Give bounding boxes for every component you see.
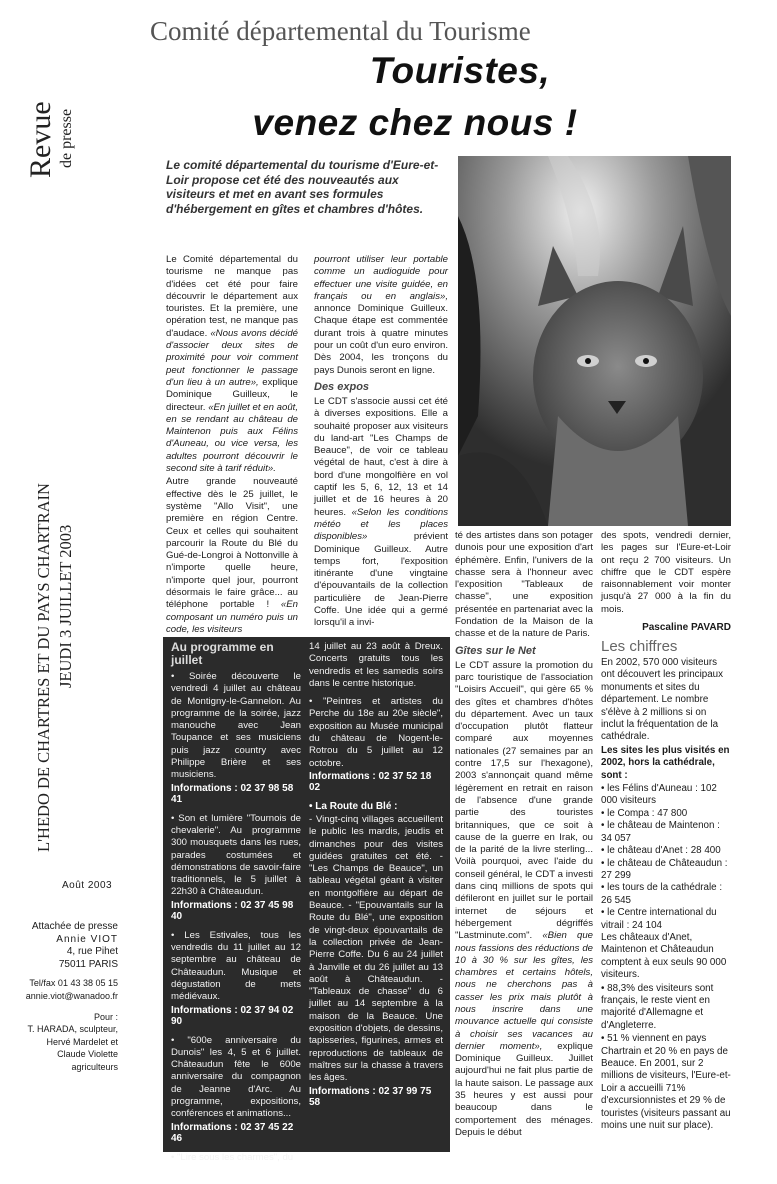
programme-entry: • Soirée découverte le vendredi 4 juillet au château de Montigny-le-Gannelon. Au programme de la soirée, jazz manouche avec Jean Toupance et ses musiciens puis jazz country avec Philippe Brière et ses musiciens. (171, 671, 301, 781)
list-item: • les Félins d'Auneau : 102 000 visiteurs (601, 783, 717, 807)
headline-line-1: Touristes, (369, 50, 551, 91)
lynx-photo-image (458, 156, 731, 526)
org-header: Comité départemental du Tourisme (150, 16, 531, 46)
article-column-1 (166, 254, 298, 637)
contact-name: Annie VIOT (56, 933, 118, 945)
article-column-3 (455, 530, 593, 1140)
lynx-photo (458, 156, 731, 526)
contact-phone: Tel/fax 01 43 38 05 15 (29, 978, 118, 989)
subheading-gites-sur-le-net: Gîtes sur le Net (455, 644, 536, 657)
col3-paragraph-2: Le CDT assure la promotion du parc touristique de l'association "Loisirs Accueil", qui gère 65 % des gîtes et chambres d'hôtes du département. Avec un taux d'occupation plutôt flatteur comparé aux moyennes nationales (27 semaines par an contre 17,5 sur l'hexagone), 2003 s'annonçait quand même légèrement en retrait en raison de l'absence d'une grande partie des touristes britanniques, que ce soit à cause de la guerre en Irak, ou de la parité de la livre sterling... Voilà pourquoi, avec l'aide du conseil général, le CDT a investi dans cinq millions de spots qui défileront en juillet sur le portail internet de séjours et hébergement dégriffés "Lastminute.com". «Bien que nous fassions des réductions de 10 à 30 % sur les gîtes, les chambres et certains hôtels, nous ne cherchons pas à casser les prix mais plutôt à nous inscrire dans une mouvance actuelle qui consiste à choisir ses vacances au dernier moment», explique Dominique Guilleux. Juillet aujourd'hui ne fait plus partie de la haute saison. Le passage aux 35 heures y est aussi pour beaucoup dans le comportement des ménages. Depuis le début (455, 659, 594, 1138)
programme-column-right (309, 641, 443, 1116)
col2-paragraph-1: pourront utiliser leur portable comme un audioguide pour effectuer une visite guidée, en français ou en anglais», annonce Dominique Guilleux. Chaque étape est commentée durant trois à quatre minutes pour un coût d'un euro environ. Dès 2004, les tronçons du pays Dunois seront en ligne. (314, 254, 448, 376)
programme-column-left (171, 671, 301, 1165)
pour-line-4: agriculteurs (71, 1061, 118, 1072)
programme-subhead-route-du-ble: • La Route du Blé : (309, 800, 398, 812)
chiffres-paragraph-2: Les sites les plus visités en 2002, hors la cathédrale, sont : (601, 744, 730, 781)
programme-info: Informations : 02 37 45 22 46 (171, 1121, 294, 1144)
contact-email: annie.viot@wanadoo.fr (25, 990, 118, 1001)
programme-entry: • "Peintres et artistes du Perche du 18e au 20e siècle", exposition au Musée municipal du château de Nogent-le-Rotrou du 5 juillet au 12 octobre. (309, 696, 443, 769)
press-contact (10, 921, 118, 1074)
chiffres-list (601, 783, 731, 932)
programme-entry: - Vingt-cinq villages accueillent le public les mardis, jeudis et dimanches pour des visites guidées gratuites cet été. - "Les Champs de Beauce", un tableau végétal géant à visiter en montgolfière au départ de Beauce. - "Epouvantails sur la Route du Blé", une exposition de vingt-deux épouvantails de la collection privée de Jean-Pierre Coffe. Du 6 au 24 juillet à Janville et du 26 juillet au 13 août à Châteaudun. - "Tableaux de chasse" du 6 juillet au 14 septembre à la maison de la Beauce. Une exposition d'objets, de dessins, tapisseries, figurines, armes et reproductions de tableaux de maîtres sur la chasse à travers les âges. (309, 813, 443, 1084)
col2-paragraph-2: Le CDT s'associe aussi cet été à diverses expositions. Elle a souhaité proposer aux visiteurs du land-art "Les Champs de Beauce", de voir ce tableau végétal de haut, c'est à dire à bord d'une mongolfière en vol captif les 5, 6, 12, 13 et 14 juillet et de 16 heures à 20 heures. «Selon les conditions météo et les places disponibles» prévient Dominique Guilleux. Autre temps fort, l'exposition itinérante d'une vingtaine d'épouvantails de la collection particulière de Jean-Pierre Coffe. Une idée qui a germé lorsqu'il a invi- (314, 395, 449, 629)
chiffres-paragraph-3: Les châteaux d'Anet, Maintenon et Châteaudun comptent à eux seuls 90 000 visiteurs. (601, 931, 727, 981)
programme-entry: • Les Estivales, tous les vendredis du 11 juillet au 12 septembre au château de Châteaudun. Musique et dégustation de mets médiévaux. (171, 929, 301, 1003)
pour-line-2: Hervé Mardelet et (46, 1036, 118, 1047)
programme-info: Informations : 02 37 99 75 58 (309, 1085, 432, 1108)
revue-label: Revue (24, 101, 57, 178)
programme-entry: • Son et lumière "Tournois de chevalerie". Au programme 300 mousquets dans les rues, parades costumées et démonstrations de savoir-faire traditionnels, le 5 juillet à 22h30 à Châteaudun. (171, 812, 301, 898)
list-item: • les tours de la cathédrale : 26 545 (601, 882, 723, 906)
col1-paragraph-1: Le Comité départemental du tourisme ne manque pas d'idées cet été pour faire découvrir le département aux touristes. Et la première, une opération test, ne manque pas d'audace. «Nous avons décidé d'associer deux sites de proximité pour voir comment peut fonctionner le passage d'un lieu à un autre», explique Dominique Guilleux, le directeur. «En juillet et en août, en se rendant au château de Maintenon puis aux Félins d'Auneau, ou vice versa, les adultes pourront découvrir le second site à tarif réduit». (166, 254, 299, 475)
article-column-4 (601, 530, 731, 633)
chiffres-box (601, 638, 731, 1133)
list-item: • le Centre international du vitrail : 24 104 (601, 907, 717, 931)
article-column-2 (314, 254, 448, 631)
pour-label: Pour : (93, 1011, 118, 1022)
subheading-des-expos: Des expos (314, 380, 370, 393)
pour-line-1: T. HARADA, sculpteur, (27, 1024, 118, 1035)
col3-paragraph-1: té des artistes dans son potager dunois pour une exposition d'art éphémère. Enfin, l'univers de la chasse sera à l'honneur avec l'exposition "Tableaux de chasse", une exposition présentée en partenariat avec la Fondation de la Maison de la chasse et de la nature de Paris. (455, 530, 593, 640)
pour-line-3: Claude Violette (57, 1049, 118, 1060)
author-signature: Pascaline PAVARD (642, 622, 731, 634)
contact-city: 75011 PARIS (58, 958, 118, 970)
de-presse-label: de presse (58, 108, 75, 168)
programme-info: Informations : 02 37 45 98 40 (171, 899, 294, 922)
month-label: Août 2003 (62, 880, 113, 891)
list-item: • le château de Maintenon : 34 057 (601, 820, 720, 844)
programme-info: Informations : 02 37 94 02 90 (171, 1004, 294, 1027)
article-lead: Le comité départemental du tourisme d'Eure-et-Loir propose cet été des nouveautés aux visiteurs et met en avant ses formules d'hébergement en gîtes et chambres d'hôtes. (166, 158, 439, 216)
date-label: JEUDI 3 JUILLET 2003 (56, 524, 75, 688)
programme-info: Informations : 02 37 98 58 41 (171, 782, 294, 805)
chiffres-paragraph-5: • 51 % viennent en pays Chartrain et 20 % en pays de Beauce. En 2001, sur 2 millions de visiteurs, l'Eure-et-Loir a accueilli 71% d'excursionnistes et 29 % de touristes (visiteurs passant au moins une nuit sur place). (601, 1033, 731, 1132)
chiffres-paragraph-1: En 2002, 570 000 visiteurs ont découvert les principaux monuments et sites du département. Le nombre s'élève à 2 millions si on inclut la fréquentation de la cathédrale. (601, 657, 723, 743)
headline-line-2: venez chez nous ! (252, 102, 578, 143)
col4-paragraph-1: des spots, vendredi dernier, les pages sur l'Eure-et-Loir ont reçu 2 700 visiteurs. Un chiffre que le CDT espère raisonnablement voir monter jusqu'à 27 000 à la fin du mois. (601, 530, 731, 615)
col1-paragraph-2: Autre grande nouveauté effective dès le 25 juillet, le système "Allo Visit", une première en région Centre. Ceux et celles qui souhaitent parcourir la Route du Blé du Gué-de-Longroi à Nottonville à n'importe quelle heure, n'importe quel jour, pourront désormais le faire grâce... au téléphone portable ! «En composant un numéro puis un code, les visiteurs (166, 476, 298, 635)
list-item: • le Compa : 47 800 (601, 807, 688, 819)
programme-info: Informations : 02 37 52 18 02 (309, 770, 432, 793)
programme-entry: • "Lire sous les charmes", du (171, 1151, 294, 1163)
programme-entry: • "600e anniversaire du Dunois" les 4, 5 et 6 juillet. Châteaudun fête le 600e anniversaire du compagnon de Jeanne d'Arc. Au programme, expositions, conférences et animations... (171, 1034, 301, 1120)
list-item: • le château d'Anet : 28 400 (601, 845, 721, 857)
programme-title: Au programme en juillet (171, 640, 274, 667)
source-label: L'HEDO DE CHARTRES ET DU PAYS CHARTRAIN (34, 483, 53, 852)
contact-title: Attachée de presse (31, 921, 118, 932)
chiffres-paragraph-4: • 88,3% des visiteurs sont français, le reste vient en majorité d'Allemagne et d'Angleterre. (601, 982, 714, 1031)
chiffres-title: Les chiffres (601, 638, 678, 655)
programme-box (163, 637, 450, 1163)
list-item: • le château de Châteaudun : 27 299 (601, 857, 728, 881)
programme-entry: 14 juillet au 23 août à Dreux. Concerts gratuits tous les vendredis et les samedis soirs dans le centre historique. (309, 641, 443, 689)
contact-street: 4, rue Pihet (66, 946, 118, 958)
